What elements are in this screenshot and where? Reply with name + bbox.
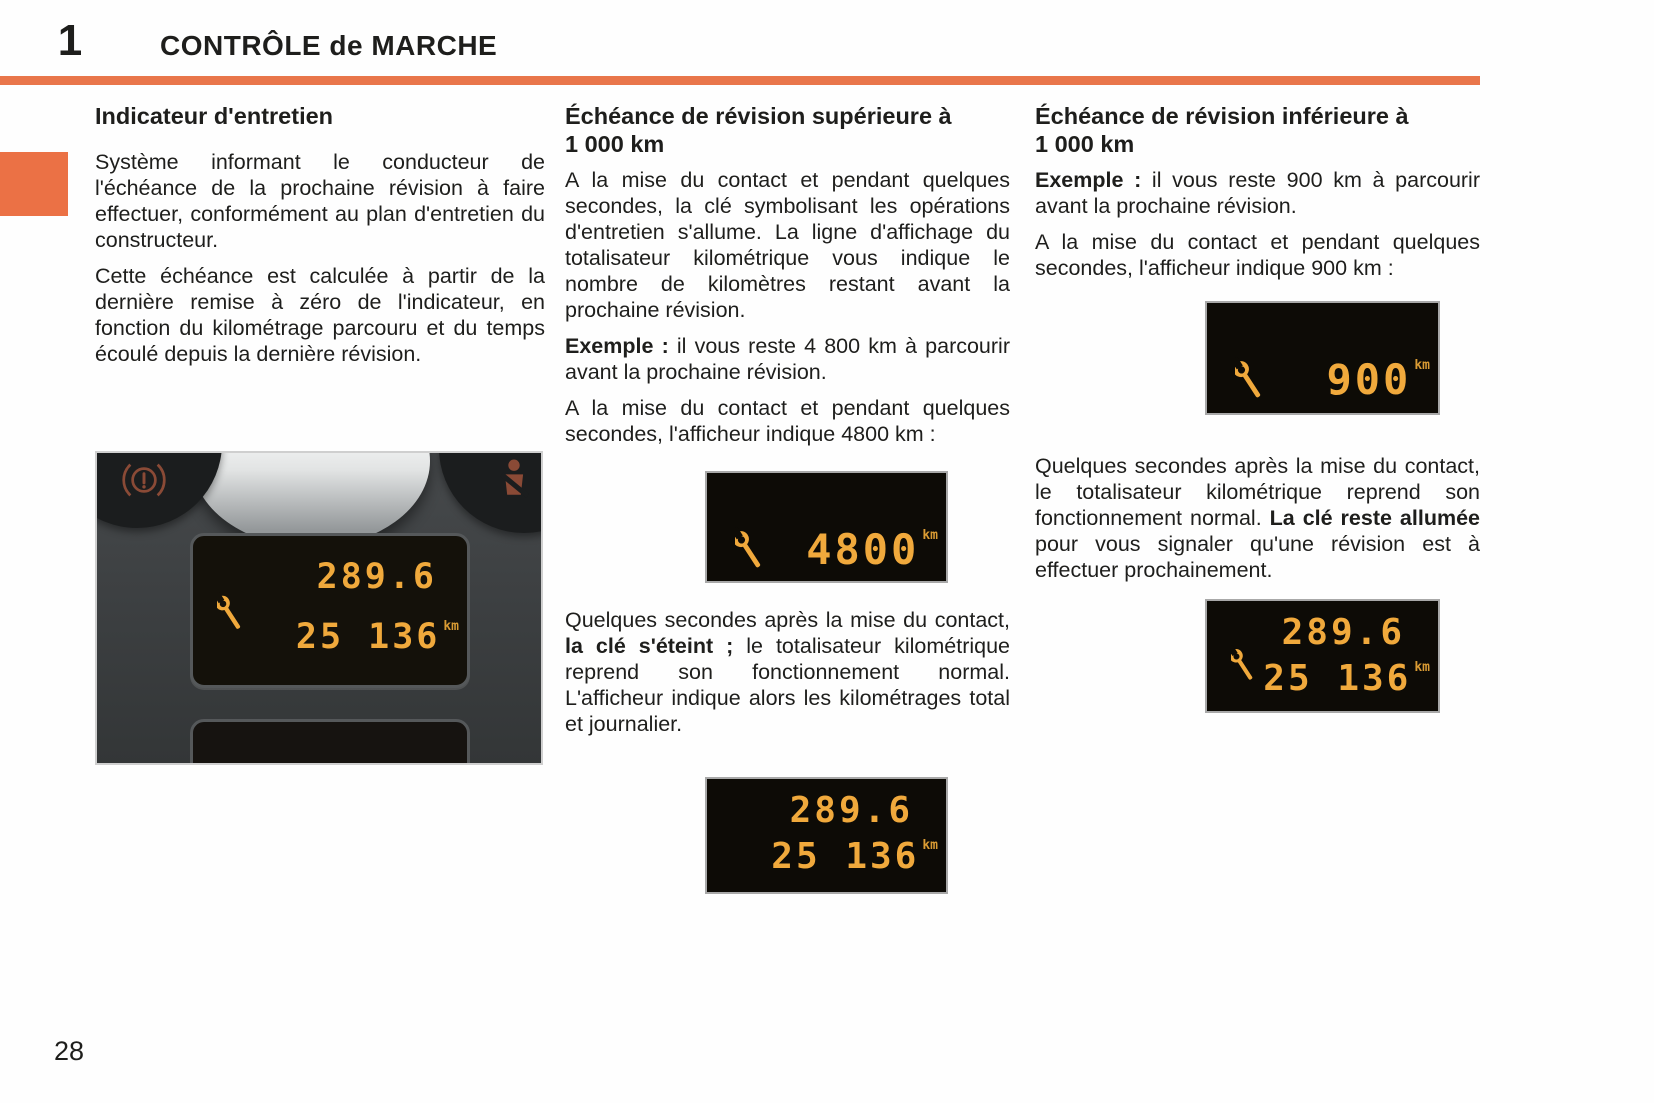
remaining-distance xyxy=(1326,355,1430,404)
heading-line: 1 000 km xyxy=(565,131,665,157)
example-label: Exemple : xyxy=(565,334,669,358)
trip-distance xyxy=(789,790,913,831)
odometer-display xyxy=(705,777,948,894)
remaining-distance-value: 4800 xyxy=(806,525,920,574)
page-number: 28 xyxy=(54,1036,85,1066)
chapter-number: 1 xyxy=(57,16,83,65)
odometer-value: 25 136 xyxy=(295,617,441,657)
text-segment: le totalisateur kilométrique reprend son fonctionnement normal. L'afficheur indique alors les kilométrages total et journalier. xyxy=(565,634,1011,736)
odometer-value: 25 136 xyxy=(771,836,920,877)
section-heading xyxy=(1035,102,1480,158)
header-rule xyxy=(0,76,1480,85)
text-segment: Quelques secondes après la mise du contact, le totalisateur kilométrique reprend son fonctionnement normal. xyxy=(1035,454,1480,530)
example-text: il vous reste 4 800 km à parcourir avant la prochaine révision. xyxy=(565,334,1010,384)
column-revision-under-1000km xyxy=(1035,96,1480,713)
paragraph xyxy=(565,333,1010,385)
text-segment: Quelques secondes après la mise du contact, xyxy=(565,608,1010,632)
paragraph xyxy=(1035,453,1480,583)
trip-distance xyxy=(1281,612,1405,653)
brake-warning-icon xyxy=(119,455,169,505)
paragraph xyxy=(1035,167,1480,219)
paragraph: A la mise du contact et pendant quelques secondes, l'afficheur indique 900 km : xyxy=(1035,230,1480,280)
example-text: il vous reste 900 km à parcourir avant la prochaine révision. xyxy=(1035,168,1480,218)
instrument-cluster-photo xyxy=(95,451,543,765)
bold-segment: La clé reste allumée xyxy=(1269,506,1480,530)
odometer-display xyxy=(190,533,470,688)
odometer-line xyxy=(771,836,938,877)
paragraph xyxy=(565,607,1010,737)
trip-distance xyxy=(316,557,437,597)
odometer-value: 25 136 xyxy=(1263,658,1412,699)
km-unit-label: km xyxy=(922,528,938,543)
paragraph: A la mise du contact et pendant quelques secondes, la clé symbolisant les opérations d'entretien s'allume. La ligne d'affichage du totalisateur kilométrique vous indique le nombre de kilomètres restant avant la prochaine révision. xyxy=(565,168,1010,322)
chapter-side-tab xyxy=(0,152,68,216)
wrench-service-icon xyxy=(1231,645,1253,685)
service-display-4800 xyxy=(705,471,948,583)
column-revision-over-1000km xyxy=(565,96,1010,894)
odometer-line xyxy=(295,617,459,657)
seatbelt-warning-icon xyxy=(489,455,539,505)
km-unit-label: km xyxy=(922,838,938,853)
remaining-distance-value: 900 xyxy=(1326,355,1412,404)
text-segment: pour vous signaler qu'une révision est à effectuer prochainement. xyxy=(1035,532,1480,582)
km-unit-label: km xyxy=(1414,358,1430,373)
wrench-service-icon xyxy=(217,592,241,634)
km-unit-label: km xyxy=(1414,660,1430,675)
heading-line: Échéance de révision inférieure à xyxy=(1035,103,1409,129)
service-display-900 xyxy=(1205,301,1440,415)
heading-line: Échéance de révision supérieure à xyxy=(565,103,952,129)
km-unit-label: km xyxy=(443,619,459,634)
remaining-distance xyxy=(806,525,938,574)
trip-distance-value: 289.6 xyxy=(316,557,437,597)
trip-distance-value: 289.6 xyxy=(789,790,913,831)
trip-distance-value: 289.6 xyxy=(1281,612,1405,653)
section-heading: Indicateur d'entretien xyxy=(95,103,334,129)
example-label: Exemple : xyxy=(1035,168,1142,192)
paragraph: A la mise du contact et pendant quelques secondes, l'afficheur indique 4800 km : xyxy=(565,396,1010,446)
section-heading xyxy=(565,102,1010,158)
odometer-line xyxy=(1263,658,1430,699)
paragraph: Cette échéance est calculée à partir de la dernière remise à zéro de l'indicateur, en fonction du kilométrage parcouru et du temps écoulé depuis la dernière révision. xyxy=(95,264,545,366)
chapter-title: CONTRÔLE de MARCHE xyxy=(160,30,498,61)
wrench-service-icon xyxy=(735,527,761,573)
odometer-display-with-wrench xyxy=(1205,599,1440,713)
paragraph: Système informant le conducteur de l'échéance de la prochaine révision à faire effectuer, conformément au plan d'entretien du constructeur. xyxy=(95,150,545,252)
bold-segment: la clé s'éteint ; xyxy=(565,634,734,658)
wrench-service-icon xyxy=(1235,357,1261,403)
lower-display-partial xyxy=(190,719,470,765)
column-maintenance-indicator xyxy=(95,96,545,765)
heading-line: 1 000 km xyxy=(1035,131,1135,157)
